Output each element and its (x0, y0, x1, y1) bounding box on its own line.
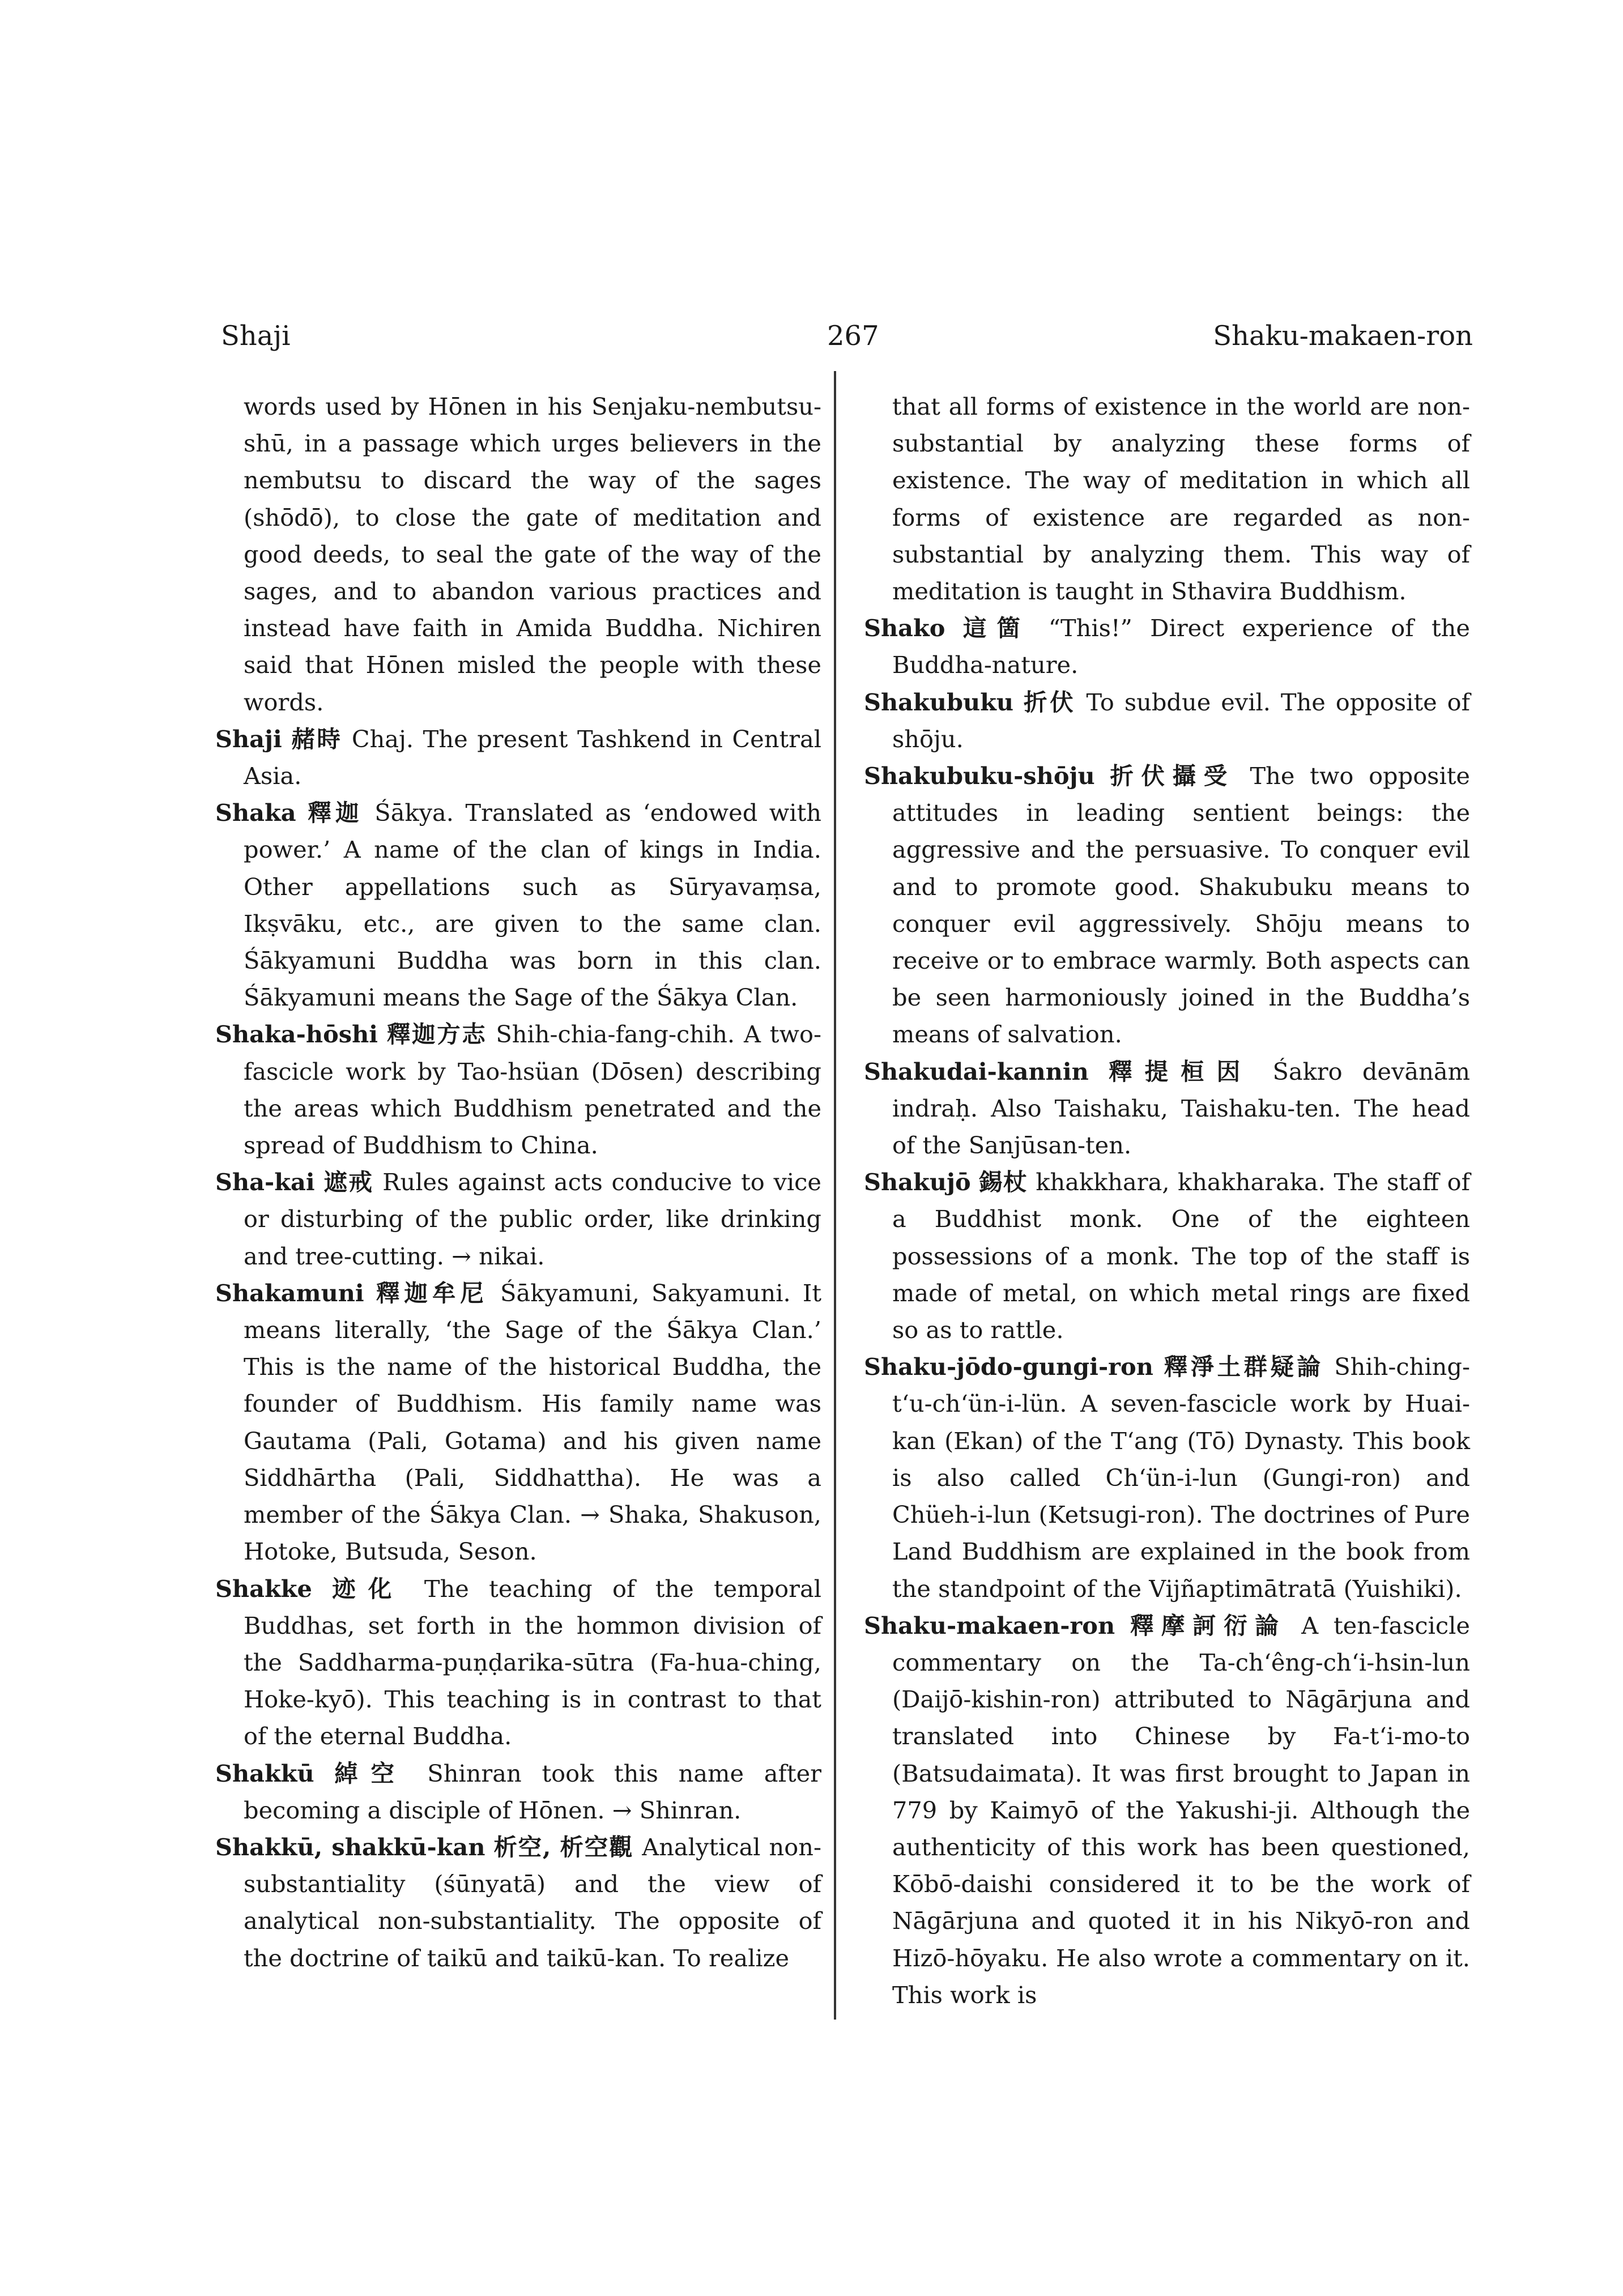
entry-characters: 釋提桓因 (1109, 1057, 1253, 1085)
entry-text: Analytical non-substantiality (śūnyatā) and the view of analytical non-substantiality. The opposite of the doctrine of taikū and taikū-kan. To realize (244, 1833, 821, 1972)
entry-shakujo (864, 1164, 1470, 1348)
entry-headword: Shakubuku-shōju (864, 762, 1095, 790)
entry-headword: Sha-kai (215, 1168, 315, 1196)
entry-characters: 釋淨土群疑論 (1164, 1353, 1324, 1381)
entry-shakku (215, 1755, 821, 1829)
right-guide-word: Shaku-makaen-ron (1213, 320, 1473, 352)
entry-text: that all forms of existence in the world are non-substantial by analyzing these forms of existence. The way of meditation in which all forms of existence are regarded as non-substantial by analyzing them. This way of meditation is taught in Sthavira Buddhism. (892, 393, 1470, 606)
entry-headword: Shaku-jōdo-gungi-ron (864, 1353, 1153, 1381)
entry-shaku-makaen-ron (864, 1607, 1470, 2013)
entry-shakke (215, 1570, 821, 1755)
entry-headword: Shakkū, shakkū-kan (215, 1833, 485, 1861)
entry-headword: Shaji (215, 725, 282, 753)
entry-headword: Shakudai-kannin (864, 1057, 1089, 1085)
entry-headword: Shako (864, 614, 945, 642)
entry-characters: 折伏 (1024, 688, 1076, 716)
entry-characters: 折伏攝受 (1110, 762, 1235, 790)
entry-text: Shih-ching-t‘u-ch‘ün-i-lün. A seven-fascicle work by Huai-kan (Ekan) of the T‘ang (Tō) Dynasty. This book is also called Ch‘ün-i-lun (Gungi-ron) and Chüeh-i-lun (Ketsugi-ron). The doctrines of Pure Land Buddhism are explained in the book from the standpoint of the Vijñaptimātratā (Yuishiki). (892, 1353, 1470, 1603)
entry-headword: Shakubuku (864, 688, 1014, 716)
entry-text: “This!” Direct experience of the Buddha-nature. (892, 614, 1470, 679)
entry-characters: 錫杖 (979, 1168, 1028, 1196)
entry-text: The teaching of the temporal Buddhas, set forth in the hommon division of the Saddharma-puṇḍarika-sūtra (Fa-hua-ching, Hoke-kyō). This teaching is in contrast to that of the eternal Buddha. (244, 1574, 821, 1750)
entry-text: The two opposite attitudes in leading sentient beings: the aggressive and the persuasive. To conquer evil and to promote good. Shakubuku means to conquer evil aggressively. Shōju means to receive or to embrace warmly. Both aspects can be seen harmoniously joined in the Buddha’s means of salvation. (892, 762, 1470, 1049)
entry-shakudai-kannin (864, 1053, 1470, 1164)
entry-text: Śākyamuni, Sakyamuni. It means literally, ‘the Sage of the Śākya Clan.’ This is the name of the historical Buddha, the founder of Buddhism. His family name was Gautama (Pali, Gotama) and his given name Siddhārtha (Pali, Siddhattha). He was a member of the Śākya Clan. → Shaka, Shakuson, Hotoke, Butsuda, Seson. (244, 1279, 821, 1566)
entry-characters: 釋摩訶衍論 (1130, 1611, 1287, 1639)
entry-shaji (215, 721, 821, 794)
entry-shaku-jodo-gungi-ron (864, 1348, 1470, 1607)
entry-headword: Shakujō (864, 1168, 971, 1196)
entry-shaka (215, 794, 821, 1016)
entry-characters: 釋迦方志 (386, 1020, 487, 1049)
entry-characters: 赭時 (291, 725, 343, 753)
entry-text: words used by Hōnen in his Senjaku-nembutsu-shū, in a passage which urges believers in the nembutsu to discard the way of the sages (shōdō), to close the gate of meditation and good deeds, to seal the gate of the way of the sages, and to abandon various practices and instead have faith in Amida Buddha. Nichiren said that Hōnen misled the people with these words. (244, 393, 821, 716)
entry-characters: 釋迦牟尼 (376, 1279, 488, 1307)
right-column (864, 388, 1470, 2013)
entry-text: To subdue evil. The opposite of shōju. (892, 688, 1470, 753)
entry-headword: Shaku-makaen-ron (864, 1611, 1115, 1639)
entry-headword: Shaka-hōshi (215, 1020, 378, 1049)
column-divider (834, 371, 836, 2020)
entry-shakamuni (215, 1275, 821, 1570)
running-head (221, 320, 1473, 365)
entry-shakubuku (864, 684, 1470, 757)
entry-characters: 析空, 析空觀 (493, 1833, 634, 1861)
entry-characters: 綽空 (334, 1759, 407, 1787)
entry-text: A ten-fascicle commentary on the Ta-ch‘êng-ch‘i-hsin-lun (Daijō-kishin-ron) attributed to Nāgārjuna and translated into Chinese by Fa-t‘i-mo-to (Batsudaimata). It was first brought to Japan in 779 by Kaimyō of the Yakushi-ji. Although the authenticity of this work has been questioned, Kōbō-daishi considered it to be the work of Nāgārjuna and quoted it in his Nikyō-ron and Hizō-hōyaku. He also wrote a commentary on it. This work is (892, 1611, 1470, 2009)
entry-text: Śakro devānām indraḥ. Also Taishaku, Taishaku-ten. The head of the Sanjūsan-ten. (892, 1057, 1470, 1160)
entry-text: Chaj. The present Tashkend in Central Asia. (244, 725, 821, 790)
entry-text: khakkhara, khakharaka. The staff of a Buddhist monk. One of the eighteen possessions of a monk. The top of the staff is made of metal, on which metal rings are fixed so as to rattle. (892, 1168, 1470, 1344)
entry-characters: 釋迦 (308, 799, 363, 827)
entry-continued (864, 388, 1470, 610)
entry-text: Shinran took this name after becoming a disciple of Hōnen. → Shinran. (244, 1759, 821, 1824)
entry-text: Rules against acts conducive to vice or disturbing of the public order, like drinking and tree-cutting. → nikai. (244, 1168, 821, 1270)
page-number: 267 (827, 320, 879, 352)
entry-characters: 這箇 (962, 614, 1031, 642)
entry-characters: 迹化 (332, 1574, 404, 1603)
entry-shakku-kan (215, 1829, 821, 1976)
entry-sha-kai (215, 1164, 821, 1275)
entry-headword: Shaka (215, 799, 296, 827)
entry-continued (215, 388, 821, 721)
entry-headword: Shakke (215, 1574, 312, 1603)
left-guide-word: Shaji (221, 320, 291, 352)
entry-shako (864, 610, 1470, 683)
left-column (215, 388, 821, 1976)
entry-text: Shih-chia-fang-chih. A two-fascicle work by Tao-hsüan (Dōsen) describing the areas which Buddhism penetrated and the spread of Buddhism to China. (244, 1020, 821, 1160)
entry-characters: 遮戒 (323, 1168, 374, 1196)
entry-headword: Shakkū (215, 1759, 314, 1787)
entry-headword: Shakamuni (215, 1279, 364, 1307)
entry-text: Śākya. Translated as ‘endowed with power.’ A name of the clan of kings in India. Other appellations such as Sūryavaṃsa, Ikṣvāku, etc., are given to the same clan. Śākyamuni Buddha was born in this clan. Śākyamuni means the Sage of the Śākya Clan. (244, 799, 821, 1012)
entry-shakubuku-shoju (864, 757, 1470, 1053)
entry-shaka-hoshi (215, 1016, 821, 1164)
